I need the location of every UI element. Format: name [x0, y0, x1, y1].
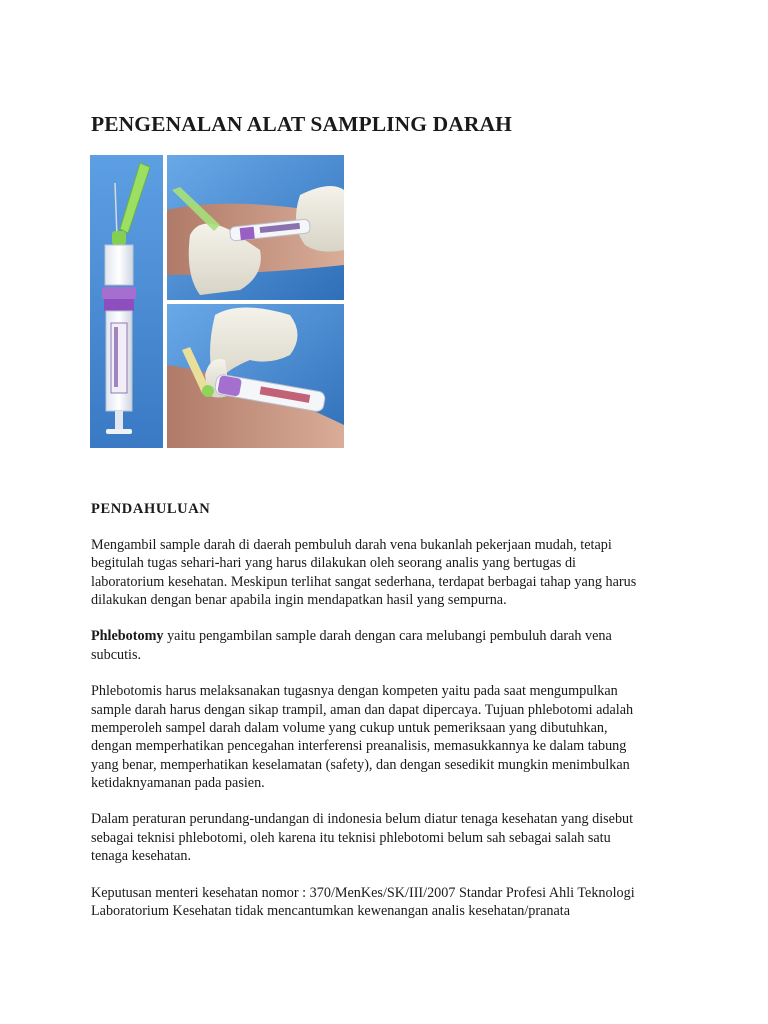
text-line: sample darah harus dengan sikap trampil, aman dan dapat dipercaya. Tujuan phlebotomi adalah [91, 701, 634, 718]
blood-sampling-photo-collage [90, 155, 344, 448]
text-line: yang benar, memperhatikan keselamatan (safety), dan dengan sesedikit mungkin menimbulkan [91, 756, 630, 773]
text-line [91, 627, 691, 645]
document-title: PENGENALAN ALAT SAMPLING DARAH [91, 112, 512, 136]
text-line: tenaga kesehatan. [91, 848, 192, 865]
paragraph-regulation [91, 810, 691, 865]
blood-sampling-figure [90, 155, 344, 448]
section-heading: PENDAHULUAN [91, 501, 211, 517]
text-line: ketidaknyamanan pada pasien. [91, 774, 265, 791]
paragraph-ministerial-decree [91, 884, 691, 921]
text-line: Mengambil sample darah di daerah pembuluh darah vena bukanlah pekerjaan mudah, tetapi [91, 537, 612, 553]
text-line: subcutis. [91, 646, 142, 663]
text-line: dilakukan dengan benar apabila ingin mendapatkan hasil yang sempurna. [91, 591, 507, 608]
text-line: dengan memperhatikan pencegahan interferensi preanalisis, memasukkannya ke dalam tabung [91, 738, 627, 755]
paragraph-phlebotomy-definition [91, 627, 691, 664]
body-text [91, 536, 691, 939]
text-line: Phlebotomis harus melaksanakan tugasnya dengan kompeten yaitu pada saat mengumpulkan [91, 683, 618, 700]
text-line: laboratorium kesehatan. Meskipun terlihat sangat sederhana, terdapat berbagai tahap yang harus [91, 573, 637, 590]
text-line: Dalam peraturan perundang-undangan di indonesia belum diatur tenaga kesehatan yang disebut [91, 811, 634, 828]
top-right-panel-venipuncture [167, 155, 344, 300]
text-line: sebagai teknisi phlebotomi, oleh karena itu teknisi phlebotomi belum sah sebagai salah satu [91, 829, 611, 846]
paragraph-intro [91, 536, 691, 609]
text-fragment: yaitu pengambilan sample darah dengan cara melubangi pembuluh darah vena [163, 628, 612, 645]
bottom-right-panel-tube-insertion [167, 304, 344, 448]
text-line: begitulah tugas sehari-hari yang harus dilakukan oleh seorang analis yang bertugas di [91, 555, 576, 572]
bold-term: Phlebotomy [91, 628, 164, 645]
text-line: memperoleh sampel darah dalam volume yang cukup untuk pemeriksaan yang dibutuhkan, [91, 719, 608, 736]
paragraph-phlebotomist-duties [91, 682, 691, 792]
text-line: Keputusan menteri kesehatan nomor : 370/MenKes/SK/III/2007 Standar Profesi Ahli Teknologi [91, 884, 635, 901]
text-line: Laboratorium Kesehatan tidak mencantumkan kewenangan analis kesehatan/pranata [91, 902, 571, 919]
left-panel-syringe [90, 155, 163, 448]
